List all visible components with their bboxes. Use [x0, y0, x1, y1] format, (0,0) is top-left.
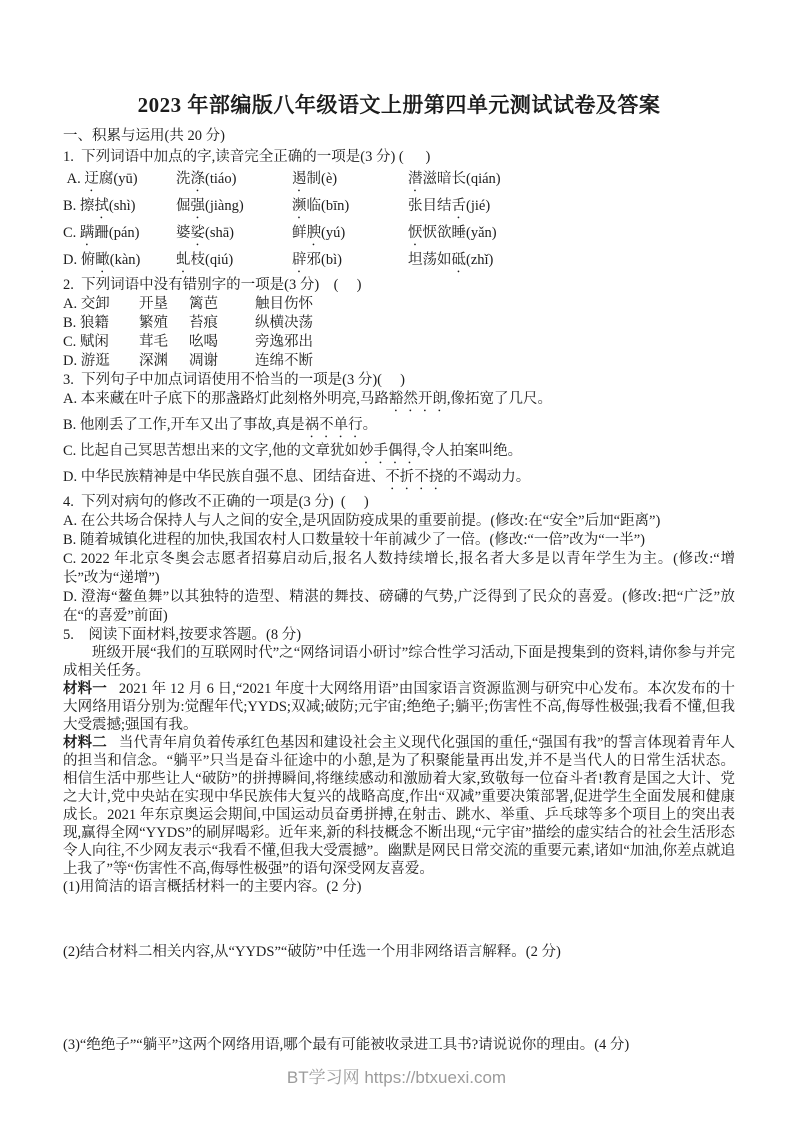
q1-d-word-3: 辟邪(bì) [292, 252, 342, 268]
q2-d-word-2: 深渊 [139, 353, 168, 369]
question-1-stem: 1. 下列词语中加点的字,读音完全正确的一项是(3 分) ( ) [63, 149, 431, 165]
q4-option-a: A. 在公共场合保持人与人之间的安全,是巩固防疫成果的重要前提。(修改:在“安全”后加“距离”) [63, 513, 661, 529]
q2-b-word-4: 纵横决荡 [255, 315, 313, 331]
q2-option-c [63, 333, 735, 352]
question-1-options [63, 168, 735, 276]
q2-d-word-3: 凋谢 [189, 353, 218, 369]
material-2-label: 材料二 [63, 735, 107, 751]
question-4-stem: 4. 下列对病句的修改不正确的一项是(3 分) ( ) [63, 494, 369, 510]
q1-d-word-2: 虬枝(qiú) [176, 252, 234, 268]
q2-b-word-2: 繁殖 [139, 315, 168, 331]
q2-d-word-4: 连绵不断 [255, 353, 313, 369]
page-title: 2023 年部编版八年级语文上册第四单元测试试卷及答案 [137, 93, 661, 117]
q5-subquestion-1: (1)用简洁的语言概括材料一的主要内容。(2 分) [63, 879, 362, 895]
q1-d-word-1: D. 俯瞰(kàn) [63, 252, 141, 268]
q1-b-word-4: 张目结舌(jié) [408, 198, 491, 214]
q1-c-word-2: 婆娑(shā) [176, 225, 234, 241]
q2-b-word-1: B. 狼籍 [63, 315, 109, 331]
question-5-stem: 5. 阅读下面材料,按要求答题。(8 分) [63, 627, 302, 643]
q1-c-word-3: 鲜腴(yú) [292, 225, 346, 241]
q2-option-b [63, 314, 735, 333]
q2-option-d [63, 352, 735, 371]
q1-b-word-3: 濒临(bīn) [292, 198, 350, 214]
q1-a-word-4: 潜滋暗长(qián) [408, 171, 501, 187]
q2-a-word-4: 触目伤怀 [255, 296, 313, 312]
q4-option-c: C. 2022 年北京冬奥会志愿者招募启动后,报名人数持续增长,报名者大多是以青年学生为主。(修改:“增长”改为“递增”) [63, 551, 735, 586]
q2-c-word-4: 旁逸邪出 [255, 334, 313, 350]
q2-a-word-3: 篱芭 [189, 296, 218, 312]
q5-intro: 班级开展“我们的互联网时代”之“网络词语小研讨”综合性学习活动,下面是搜集到的资料,请你参与并完成相关任务。 [63, 645, 735, 679]
q1-option-c [63, 222, 735, 249]
q3-option-c: C. 比起自己冥思苦想出来的文字,他的文章犹如妙手偶得,令人拍案叫绝。 [63, 443, 523, 459]
q1-a-word-1: A. 迂腐(yū) [63, 171, 138, 187]
material-1 [63, 680, 735, 734]
q2-c-word-1: C. 赋闲 [63, 334, 109, 350]
q1-option-b [63, 195, 735, 222]
q1-a-word-2: 洗涤(tiáo) [176, 171, 237, 187]
q3-option-d: D. 中华民族精神是中华民族自强不息、团结奋进、不折不挠的不竭动力。 [63, 469, 531, 485]
question-2-stem: 2. 下列词语中没有错别字的一项是(3 分) ( ) [63, 277, 362, 293]
q5-subquestion-3: (3)“绝绝子”“躺平”这两个网络用语,哪个最有可能被收录进工具书?请说说你的理由。(4 分) [63, 1037, 630, 1053]
q1-a-word-3: 遏制(è) [292, 171, 338, 187]
q5-subquestion-2: (2)结合材料二相关内容,从“YYDS”“破防”中任选一个用非网络语言解释。(2 分) [63, 944, 561, 960]
q1-option-a [63, 168, 735, 195]
q4-option-d: D. 澄海“鳌鱼舞”以其独特的造型、精湛的舞技、磅礴的气势,广泛得到了民众的喜爱。(修改:把“广泛”放在“的喜爱”前面) [63, 589, 735, 624]
material-2 [63, 734, 735, 878]
q2-c-word-2: 茸毛 [139, 334, 168, 350]
q1-d-word-4: 坦荡如砥(zhǐ) [408, 252, 494, 268]
question-4-options [63, 512, 735, 626]
q1-c-word-4: 恹恹欲睡(yǎn) [408, 225, 497, 241]
q4-option-b: B. 随着城镇化进程的加快,我国农村人口数量较十年前减少了一倍。(修改:“一倍”改为“一半”) [63, 532, 645, 548]
q2-c-word-3: 吆喝 [189, 334, 218, 350]
q1-c-word-1: C. 蹒跚(pán) [63, 225, 140, 241]
section-heading: 一、积累与运用(共 20 分) [63, 128, 225, 144]
q3-option-a: A. 本来藏在叶子底下的那盏路灯此刻格外明亮,马路豁然开朗,像拓宽了几尺。 [63, 391, 552, 407]
material-2-text: 当代青年肩负着传承红色基因和建设社会主义现代化强国的重任,“强国有我”的誓言体现着青年人的担当和信念。“躺平”只当是奋斗征途中的小憩,是为了积聚能量再出发,并不是当代人的日常生活状态。相信生活中那些让人“破防”的拼搏瞬间,将继续感动和激励着大家,致敬每一位奋斗者!教育是国之大计、党之大计,党中央站在实现中华民族伟大复兴的战略高度,作出“双减”重要决策部署,促进学生全面发展和健康成长。2021 年东京奥运会期间,中国运动员奋勇拼搏,在射击、跳水、举重、乒乓球等多个项目上的突出表现,赢得全网“YYDS”的刷屏喝彩。近年来,新的科技概念不断出现,“元宇宙”描绘的虚实结合的社会生活形态令人向往,不少网友表示“我看不懂,但我大受震撼”。幽默是网民日常交流的重要元素,诸如“加油,你差点就追上我了”等“伤害性不高,侮辱性极强”的语句深受网友喜爱。 [63, 735, 736, 877]
question-3-options [63, 389, 735, 493]
q2-d-word-1: D. 游逛 [63, 353, 110, 369]
q1-b-word-2: 倔强(jiàng) [176, 198, 244, 214]
question-2-options [63, 295, 735, 371]
question-3-stem: 3. 下列句子中加点词语使用不恰当的一项是(3 分)( ) [63, 372, 405, 388]
q2-option-a [63, 295, 735, 314]
q2-a-word-2: 开垦 [139, 296, 168, 312]
q1-b-word-1: B. 擦拭(shì) [63, 198, 136, 214]
material-1-label: 材料一 [63, 681, 107, 697]
q2-a-word-1: A. 交卸 [63, 296, 110, 312]
q2-b-word-3: 苔痕 [189, 315, 218, 331]
q1-option-d [63, 249, 735, 276]
page-content [63, 92, 735, 1055]
site-watermark: BT学习网 https://btxuexi.com [286, 1068, 507, 1087]
material-1-text: 2021 年 12 月 6 日,“2021 年度十大网络用语”由国家语言资源监测与研究中心发布。本次发布的十大网络用语分别为:觉醒年代;YYDS;双减;破防;元宇宙;绝绝子;躺平;伤害性不高,侮辱性极强;我看不懂,但我大受震撼;强国有我。 [63, 681, 736, 733]
q3-option-b: B. 他刚丢了工作,开车又出了事故,真是祸不单行。 [63, 417, 378, 433]
